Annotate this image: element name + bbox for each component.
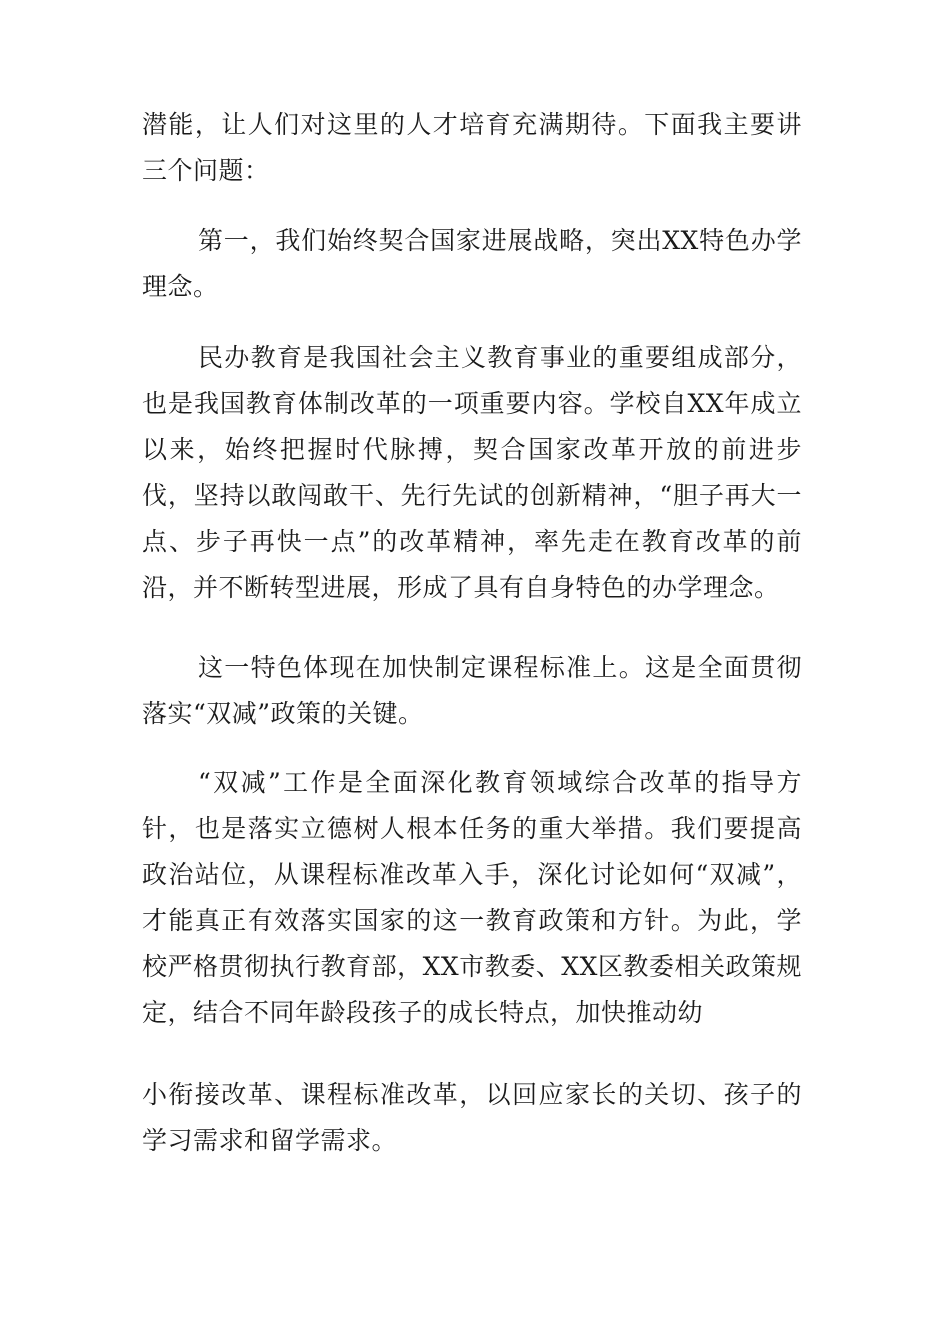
paragraph-private-education: 民办教育是我国社会主义教育事业的重要组成部分，也是我国教育体制改革的一项重要内容。学校自XX年成立以来，始终把握时代脉搏，契合国家改革开放的前进步伐，坚持以敢闯敢干、先行先试的创新精神，“胆子再大一点、步子再快一点”的改革精神，率先走在教育改革的前沿，并不断转型进展，形成了具有自身特色的办学理念。	[142, 343, 802, 602]
paragraph-intro: 潜能，让人们对这里的人才培育充满期待。下面我主要讲三个问题：	[142, 110, 802, 185]
paragraph-curriculum-standards: 这一特色体现在加快制定课程标准上。这是全面贯彻落实“双减”政策的关键。	[142, 653, 802, 728]
paragraph-continuation: 小衔接改革、课程标准改革，以回应家长的关切、孩子的学习需求和留学需求。	[142, 1080, 802, 1155]
paragraph-double-reduction: “双减”工作是全面深化教育领域综合改革的指导方针，也是落实立德树人根本任务的重大举措。我们要提高政治站位，从课程标准改革入手，深化讨论如何“双减”，才能真正有效落实国家的这一教育政策和方针。为此，学校严格贯彻执行教育部，XX市教委、XX区教委相关政策规定，结合不同年龄段孩子的成长特点，加快推动幼	[142, 768, 802, 1027]
paragraph-point-one-heading: 第一，我们始终契合国家进展战略，突出XX特色办学理念。	[142, 226, 802, 301]
